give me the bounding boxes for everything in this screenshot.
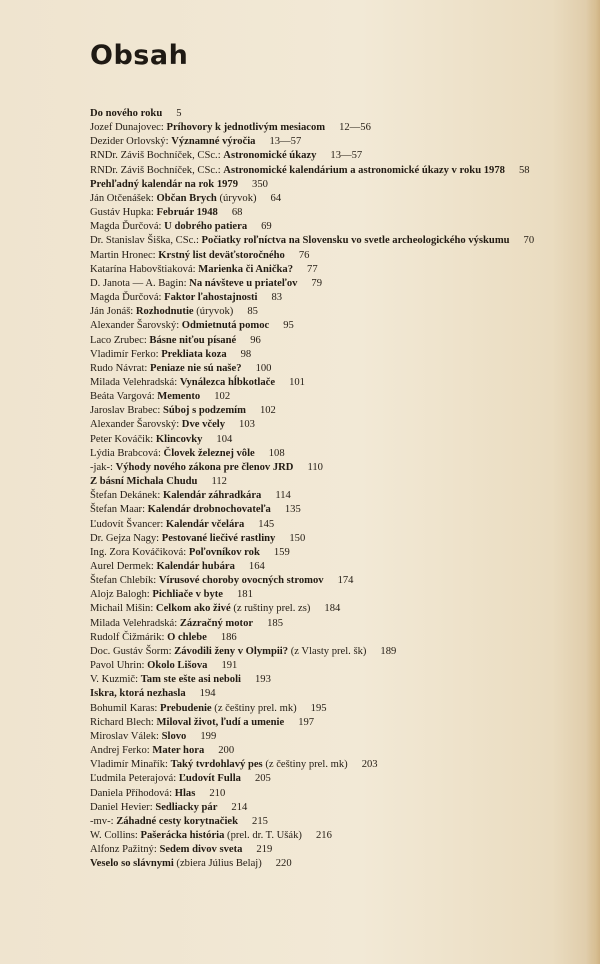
toc-entry-author: Andrej Ferko: bbox=[90, 745, 153, 757]
toc-entry-title: Kalendár záhradkára bbox=[162, 490, 262, 502]
toc-entry-author: V. Kuzmič: bbox=[90, 674, 141, 686]
toc-entry-title: Krstný list deväťstoročného bbox=[158, 249, 285, 261]
toc-entry-pages: 77 bbox=[307, 263, 318, 275]
toc-entry bbox=[90, 857, 560, 871]
toc-entry-title: Výhody nového zákona pre členov JRD bbox=[115, 461, 294, 473]
toc-entry-pages: 174 bbox=[337, 575, 354, 587]
toc-entry-title: Memento bbox=[157, 391, 201, 403]
toc-entry bbox=[90, 234, 560, 248]
toc-entry-pages: 216 bbox=[315, 829, 332, 841]
toc-entry-pages: 219 bbox=[256, 844, 273, 856]
toc-entry-pages: 184 bbox=[324, 603, 341, 615]
toc-entry-title: Prekliata koza bbox=[161, 348, 227, 360]
toc-entry-author: Rudolf Čižmárik: bbox=[90, 631, 168, 643]
toc-entry-pages: 69 bbox=[261, 221, 272, 233]
toc-entry-title: U dobrého patiera bbox=[164, 221, 248, 233]
toc-entry-pages: 13—57 bbox=[269, 136, 302, 148]
toc-entry-title: Peniaze nie sú naše? bbox=[150, 362, 242, 374]
toc-entry-author: RNDr. Záviš Bochníček, CSc.: bbox=[90, 150, 224, 162]
toc-entry-author: Richard Blech: bbox=[90, 716, 157, 728]
toc-entry-title: Počiatky roľníctva na Slovensku vo svetle archeologického výskumu bbox=[201, 235, 510, 247]
toc-entry-note: (z češtiny prel. mk) bbox=[211, 702, 297, 714]
toc-entry-pages: 135 bbox=[284, 504, 301, 516]
toc-entry-note: (úryvok) bbox=[216, 192, 257, 204]
toc-entry-author: RNDr. Záviš Bochníček, CSc.: bbox=[90, 164, 224, 176]
toc-entry-pages: 189 bbox=[380, 645, 397, 657]
toc-entry bbox=[90, 461, 560, 475]
toc-entry-pages: 102 bbox=[259, 405, 276, 417]
toc-entry-title: Astronomické kalendárium a astronomické úkazy v roku 1978 bbox=[223, 164, 505, 176]
toc-entry bbox=[90, 220, 560, 234]
toc-entry-pages: 181 bbox=[237, 589, 253, 601]
toc-entry-title: Poľovníkov rok bbox=[188, 546, 260, 558]
toc-entry bbox=[90, 277, 560, 291]
toc-entry bbox=[90, 418, 560, 432]
toc-entry bbox=[90, 843, 560, 857]
toc-entry-pages: 102 bbox=[214, 391, 231, 403]
toc-entry-title: Prehľadný kalendár na rok 1979 bbox=[90, 178, 239, 190]
toc-entry-pages: 110 bbox=[307, 461, 323, 473]
toc-entry-author: Vladimír Ferko: bbox=[90, 348, 162, 360]
toc-entry-pages: 12—56 bbox=[339, 122, 371, 134]
toc-entry-pages: 112 bbox=[211, 476, 227, 488]
toc-entry-pages: 13—57 bbox=[330, 150, 363, 162]
toc-entry-author: Michail Mišin: bbox=[90, 603, 156, 615]
toc-entry-author: W. Collins: bbox=[90, 829, 141, 841]
toc-entry-title: Vynálezca hĺbkotlače bbox=[179, 376, 276, 388]
toc-entry-author: Dezider Orlovský: bbox=[90, 136, 172, 148]
toc-entry-title: Okolo Lišova bbox=[147, 660, 208, 672]
toc-entry-author: Lýdia Brabcová: bbox=[90, 447, 164, 459]
toc-entry-title: Hlas bbox=[174, 787, 196, 799]
toc-entry-pages: 5 bbox=[176, 108, 182, 119]
toc-entry bbox=[90, 772, 560, 786]
toc-entry bbox=[90, 489, 560, 503]
toc-entry bbox=[90, 673, 560, 687]
toc-entry-title: Odmietnutá pomoc bbox=[181, 320, 270, 332]
toc-entry bbox=[90, 503, 560, 517]
toc-entry bbox=[90, 518, 560, 532]
toc-entry bbox=[90, 588, 560, 602]
toc-entry-author: Beáta Vargová: bbox=[90, 391, 158, 403]
toc-entry bbox=[90, 787, 560, 801]
toc-entry-title: Pestované liečivé rastliny bbox=[161, 532, 276, 544]
toc-entry-title: Iskra, ktorá nezhasla bbox=[90, 688, 186, 700]
toc-entry-pages: 220 bbox=[275, 858, 292, 870]
toc-entry bbox=[90, 192, 560, 206]
toc-entry-title: Február 1948 bbox=[156, 207, 218, 219]
toc-entry-pages: 95 bbox=[283, 320, 294, 332]
toc-entry-author: Miroslav Válek: bbox=[90, 730, 162, 742]
toc-entry-author: Magda Ďurčová: bbox=[90, 292, 165, 304]
toc-entry-author: Peter Kováčik: bbox=[90, 433, 156, 445]
toc-entry-pages: 145 bbox=[258, 518, 275, 530]
toc-entry-title: Klincovky bbox=[155, 433, 203, 445]
toc-entry-pages: 100 bbox=[255, 362, 272, 374]
toc-entry-author: Ing. Zora Kováčiková: bbox=[90, 546, 189, 558]
toc-entry-pages: 104 bbox=[216, 433, 233, 445]
toc-entry-pages: 194 bbox=[199, 688, 216, 700]
toc-entry bbox=[90, 744, 560, 758]
toc-entry-title: Z básní Michala Chudu bbox=[90, 476, 198, 488]
toc-entry-author: Magda Ďurčová: bbox=[90, 221, 165, 233]
toc-entry-pages: 70 bbox=[523, 235, 535, 247]
toc-entry-author: Daniel Hevier: bbox=[90, 801, 156, 813]
toc-entry-title: Mater hora bbox=[152, 745, 205, 757]
toc-entry-title: Zázračný motor bbox=[179, 617, 254, 629]
toc-entry-author: Ľudmila Peterajová: bbox=[90, 773, 179, 785]
toc-entry-title: Dve včely bbox=[181, 419, 226, 431]
toc-entry-title: Do nového roku bbox=[90, 108, 163, 119]
toc-entry-pages: 101 bbox=[289, 376, 305, 388]
toc-entry-author: Ľudovít Švancer: bbox=[90, 518, 166, 530]
toc-entry-title: Kalendár hubára bbox=[156, 561, 235, 572]
toc-entry-author: Rudo Návrat: bbox=[90, 362, 151, 374]
toc-entry-author: Jozef Dunajovec: bbox=[90, 122, 167, 134]
toc-entry bbox=[90, 447, 560, 461]
toc-entry-pages: 96 bbox=[250, 334, 261, 346]
toc-entry-author: Štefan Chlebík: bbox=[90, 575, 159, 587]
toc-entry bbox=[90, 206, 560, 220]
toc-entry-title: Na návšteve u priateľov bbox=[189, 277, 298, 289]
toc-entry-author: Dr. Gejza Nagy: bbox=[90, 532, 162, 544]
toc-entry-author: Alojz Balogh: bbox=[90, 589, 153, 601]
toc-entry-title: Pašerácka história bbox=[140, 829, 225, 841]
toc-entry-pages: 150 bbox=[289, 532, 306, 544]
toc-entry-author: Doc. Gustáv Šorm: bbox=[90, 645, 175, 657]
toc-entry bbox=[90, 560, 560, 574]
toc-entry bbox=[90, 730, 560, 744]
toc-entry-title: Pichliače v byte bbox=[152, 589, 223, 601]
toc-entry-title: Kalendár drobnochovateľa bbox=[147, 504, 271, 516]
toc-entry-pages: 193 bbox=[254, 674, 271, 686]
toc-entry bbox=[90, 433, 560, 447]
toc-entry-title: Vírusové choroby ovocných stromov bbox=[158, 575, 324, 587]
toc-entry-title: Závodili ženy v Olympii? bbox=[174, 645, 289, 657]
toc-entry-pages: 195 bbox=[310, 702, 327, 714]
toc-entry bbox=[90, 645, 560, 659]
toc-entry-pages: 191 bbox=[221, 660, 238, 672]
toc-entry bbox=[90, 149, 560, 163]
toc-entry-title: Taký tvrdohlavý pes bbox=[170, 759, 263, 771]
table-of-contents bbox=[90, 107, 560, 871]
toc-entry-author: Alexander Šarovský: bbox=[90, 320, 182, 332]
toc-entry-author: -jak-: bbox=[90, 461, 116, 473]
toc-entry-author: Martin Hronec: bbox=[90, 249, 159, 261]
toc-entry-title: Marienka či Anička? bbox=[198, 263, 294, 275]
toc-entry-note: (prel. dr. T. Ušák) bbox=[224, 829, 302, 841]
toc-entry bbox=[90, 362, 560, 376]
toc-entry bbox=[90, 617, 560, 631]
toc-entry-author: Alexander Šarovský: bbox=[90, 419, 182, 431]
toc-entry-note: (z ruštiny prel. zs) bbox=[230, 603, 311, 615]
toc-entry bbox=[90, 319, 560, 333]
toc-entry-pages: 68 bbox=[231, 207, 243, 219]
toc-entry-pages: 186 bbox=[220, 631, 237, 643]
toc-entry-title: Miloval život, ľudí a umenie bbox=[156, 716, 285, 728]
toc-entry bbox=[90, 815, 560, 829]
toc-entry bbox=[90, 702, 560, 716]
toc-entry-title: Sedem divov sveta bbox=[159, 844, 243, 856]
toc-entry bbox=[90, 758, 560, 772]
toc-entry bbox=[90, 631, 560, 645]
toc-entry-author: Laco Zrubec: bbox=[90, 334, 150, 346]
toc-entry bbox=[90, 334, 560, 348]
toc-entry bbox=[90, 305, 560, 319]
toc-entry-title: Príhovory k jednotlivým mesiacom bbox=[166, 122, 326, 134]
toc-entry bbox=[90, 164, 560, 178]
toc-entry-author: Pavol Uhrin: bbox=[90, 660, 148, 672]
toc-entry bbox=[90, 249, 560, 263]
toc-entry-title: Básne niťou písané bbox=[149, 334, 237, 346]
toc-entry-author: Daniela Příhodová: bbox=[90, 787, 175, 799]
toc-entry-title: Záhadné cesty korytnačiek bbox=[116, 815, 239, 827]
toc-entry bbox=[90, 602, 560, 616]
toc-entry-note: (zbiera Július Belaj) bbox=[173, 858, 262, 870]
toc-entry-pages: 350 bbox=[252, 178, 268, 190]
toc-entry-title: O chlebe bbox=[167, 631, 207, 643]
toc-entry-title: Rozhodnutie bbox=[135, 306, 194, 318]
toc-entry bbox=[90, 390, 560, 404]
toc-entry-title: Sedliacky pár bbox=[155, 801, 218, 813]
toc-entry bbox=[90, 546, 560, 560]
toc-entry-pages: 64 bbox=[270, 192, 282, 204]
toc-entry-author: Katarína Habovštiaková: bbox=[90, 263, 199, 275]
toc-entry bbox=[90, 121, 560, 135]
toc-entry-title: Tam ste ešte asi neboli bbox=[140, 674, 241, 686]
toc-entry bbox=[90, 404, 560, 418]
toc-entry-pages: 103 bbox=[239, 419, 255, 431]
toc-entry-author: Gustáv Hupka: bbox=[90, 207, 157, 219]
toc-entry-title: Významné výročia bbox=[171, 136, 256, 148]
toc-entry-author: Jaroslav Brabec: bbox=[90, 405, 163, 417]
toc-entry bbox=[90, 376, 560, 390]
toc-entry-pages: 200 bbox=[218, 745, 235, 757]
toc-entry bbox=[90, 291, 560, 305]
toc-entry-pages: 114 bbox=[275, 490, 291, 502]
toc-entry-title: Veselo so slávnymi bbox=[90, 858, 174, 870]
page-edge-shadow bbox=[586, 0, 600, 964]
toc-entry-pages: 214 bbox=[231, 801, 248, 813]
toc-entry-title: Ľudovít Fulla bbox=[178, 773, 241, 785]
toc-entry bbox=[90, 263, 560, 277]
toc-entry-author: Milada Velehradská: bbox=[90, 376, 180, 388]
toc-entry-pages: 197 bbox=[298, 716, 315, 728]
toc-entry-pages: 215 bbox=[252, 815, 268, 827]
toc-entry-title: Súboj s podzemím bbox=[162, 405, 246, 417]
toc-entry bbox=[90, 687, 560, 701]
toc-entry-pages: 159 bbox=[273, 546, 290, 558]
toc-entry-title: Astronomické úkazy bbox=[223, 150, 317, 162]
toc-entry bbox=[90, 716, 560, 730]
toc-entry-note: (úryvok) bbox=[193, 306, 234, 318]
toc-entry-pages: 164 bbox=[248, 561, 265, 572]
toc-entry-title: Človek železnej vôle bbox=[163, 447, 255, 459]
toc-entry-author: Ján Otčenášek: bbox=[90, 192, 157, 204]
toc-entry-pages: 83 bbox=[271, 292, 283, 304]
toc-entry-author: Milada Velehradská: bbox=[90, 617, 180, 629]
toc-entry-title: Celkom ako živé bbox=[155, 603, 231, 615]
toc-entry bbox=[90, 532, 560, 546]
toc-entry bbox=[90, 135, 560, 149]
toc-entry-author: Bohumil Karas: bbox=[90, 702, 161, 714]
toc-entry-title: Kalendár včelára bbox=[165, 518, 245, 530]
page-title: Obsah bbox=[90, 40, 189, 71]
toc-entry-pages: 85 bbox=[247, 306, 258, 318]
toc-entry-title: Prebudenie bbox=[160, 702, 212, 714]
toc-entry-pages: 76 bbox=[298, 249, 310, 261]
toc-entry-pages: 205 bbox=[254, 773, 271, 785]
toc-entry-title: Občan Brych bbox=[156, 192, 217, 204]
toc-entry-author: -mv-: bbox=[90, 815, 117, 827]
toc-entry-pages: 185 bbox=[267, 617, 283, 629]
toc-entry bbox=[90, 107, 560, 121]
toc-entry-author: Alfonz Pažitný: bbox=[90, 844, 160, 856]
toc-entry bbox=[90, 574, 560, 588]
toc-entry-author: Dr. Stanislav Šiška, CSc.: bbox=[90, 235, 202, 247]
toc-entry-pages: 210 bbox=[209, 787, 226, 799]
toc-entry-author: Aurel Dermek: bbox=[90, 561, 157, 572]
toc-entry-author: Štefan Dekánek: bbox=[90, 490, 163, 502]
toc-entry-note: (z Vlasty prel. šk) bbox=[288, 645, 367, 657]
toc-entry-author: Vladimír Minařík: bbox=[90, 759, 171, 771]
toc-entry-pages: 108 bbox=[268, 447, 285, 459]
toc-entry-title: Faktor ľahostajnosti bbox=[164, 292, 258, 304]
toc-entry-pages: 199 bbox=[200, 730, 217, 742]
toc-entry-author: Ján Jonáš: bbox=[90, 306, 136, 318]
toc-entry-author: Štefan Maar: bbox=[90, 504, 148, 516]
toc-entry-pages: 79 bbox=[311, 277, 323, 289]
toc-entry bbox=[90, 659, 560, 673]
toc-entry bbox=[90, 178, 560, 192]
toc-entry bbox=[90, 475, 560, 489]
toc-entry bbox=[90, 801, 560, 815]
toc-entry-author: D. Janota — A. Bagin: bbox=[90, 277, 190, 289]
toc-entry-note: (z češtiny prel. mk) bbox=[262, 759, 348, 771]
toc-entry-pages: 58 bbox=[518, 164, 530, 176]
toc-entry-title: Slovo bbox=[161, 730, 187, 742]
toc-entry-pages: 203 bbox=[361, 759, 378, 771]
toc-entry-pages: 98 bbox=[240, 348, 252, 360]
toc-entry bbox=[90, 348, 560, 362]
toc-entry bbox=[90, 829, 560, 843]
